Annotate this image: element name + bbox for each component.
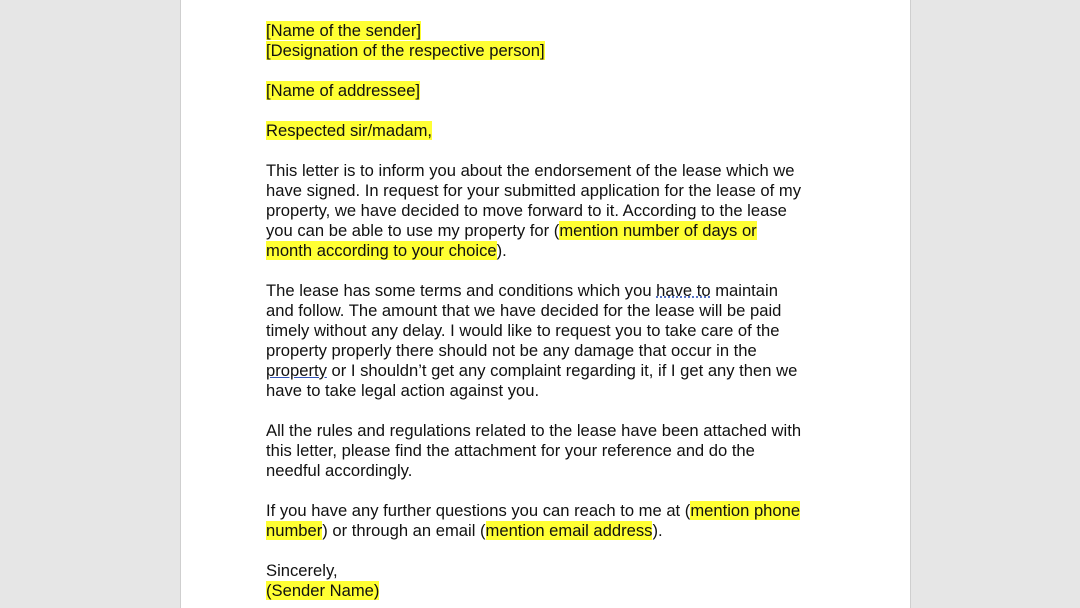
grammar-flagged-text[interactable]: property: [266, 361, 327, 380]
text-line: this letter, please find the attachment for your reference and do the: [266, 441, 755, 460]
text-line: needful accordingly.: [266, 461, 413, 480]
text-segment: ) or through an email (: [322, 521, 486, 540]
blank-line: [266, 261, 846, 281]
phone-placeholder-cont: number: [266, 521, 323, 540]
signature-line: [266, 581, 846, 601]
text-line: [266, 361, 846, 381]
blank-line: [266, 61, 846, 81]
text-line: have to take legal action against you.: [266, 381, 540, 400]
document-page[interactable]: [180, 0, 911, 608]
sender-name-line: [266, 21, 846, 41]
blank-line: [266, 101, 846, 121]
blank-line: [266, 401, 846, 421]
addressee-placeholder: [Name of addressee]: [266, 81, 421, 100]
text-line: and follow. The amount that we have decided for the lease will be paid: [266, 301, 782, 320]
paragraph-contact: [266, 501, 846, 541]
designation-placeholder: [Designation of the respective person]: [266, 41, 545, 60]
text-segment: ).: [652, 521, 663, 540]
blank-line: [266, 541, 846, 561]
text-line: property properly there should not be any damage that occur in the: [266, 341, 757, 360]
letter-body[interactable]: [266, 21, 846, 601]
text-segment: you can be able to use my property for (: [266, 221, 560, 240]
blank-line: [266, 481, 846, 501]
paragraph-terms-conditions: [266, 281, 846, 401]
duration-placeholder-cont: month according to your choice: [266, 241, 497, 260]
grammar-flagged-text[interactable]: have to: [656, 281, 711, 300]
text-line: timely without any delay. I would like to request you to take care of the: [266, 321, 780, 340]
text-line: [266, 281, 846, 301]
sender-name-signature: (Sender Name): [266, 581, 380, 600]
addressee-line: [266, 81, 846, 101]
phone-placeholder: mention phone: [690, 501, 801, 520]
paragraph-lease-endorsement: [266, 161, 846, 261]
text-line: have signed. In request for your submitted application for the lease of my: [266, 181, 801, 200]
text-line: [266, 501, 846, 521]
blank-line: [266, 141, 846, 161]
text-segment: maintain: [710, 281, 778, 300]
text-segment: ).: [496, 241, 507, 260]
text-segment: If you have any further questions you can reach to me at (: [266, 501, 691, 520]
sender-name-placeholder: [Name of the sender]: [266, 21, 421, 40]
text-line: All the rules and regulations related to the lease have been attached with: [266, 421, 802, 440]
paragraph-rules-attachment: [266, 421, 846, 481]
text-segment: The lease has some terms and conditions which you: [266, 281, 657, 300]
duration-placeholder: mention number of days or: [559, 221, 757, 240]
salutation-line: [266, 121, 846, 141]
text-line: [266, 221, 846, 241]
text-line: This letter is to inform you about the endorsement of the lease which we: [266, 161, 795, 180]
text-line: [266, 241, 846, 261]
text-line: [266, 521, 846, 541]
designation-line: [266, 41, 846, 61]
email-placeholder: mention email address: [485, 521, 653, 540]
text-segment: or I shouldn’t get any complaint regarding it, if I get any then we: [326, 361, 798, 380]
text-line: property, we have decided to move forward to it. According to the lease: [266, 201, 787, 220]
closing-line: Sincerely,: [266, 561, 338, 580]
salutation: Respected sir/madam,: [266, 121, 433, 140]
